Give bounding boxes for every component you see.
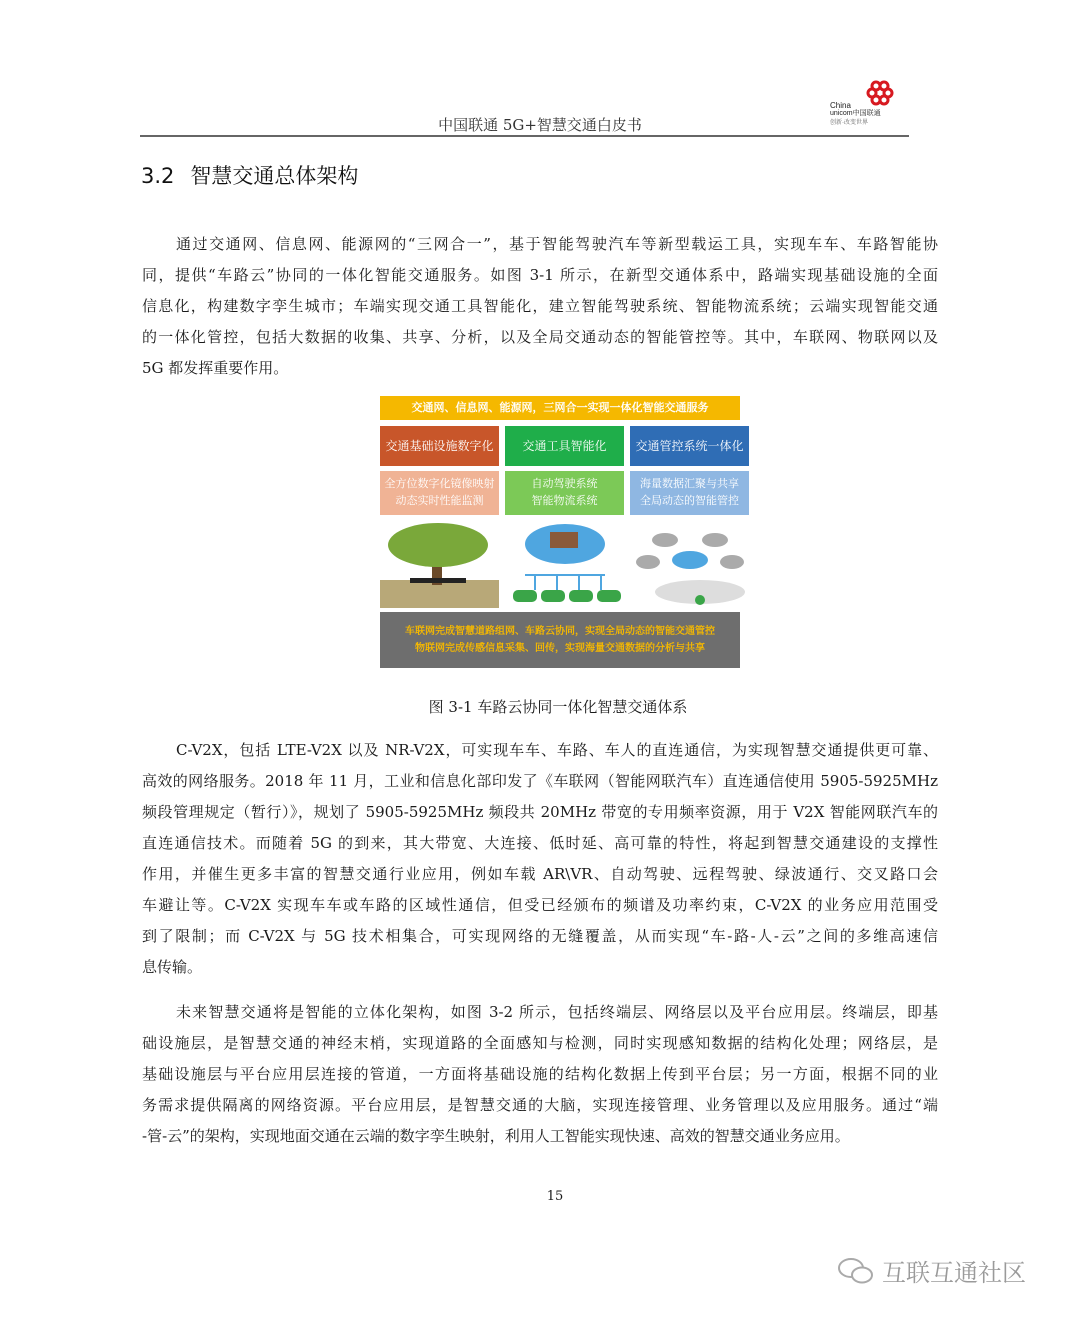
text-line: 到了限制；而 C-V2X 与 5G 技术相集合，可实现网络的无缝覆盖，从而实现“车-路-人-云”之间的多维高速信 — [142, 927, 938, 945]
figure-column-illustration — [380, 520, 499, 608]
wechat-icon — [836, 1256, 876, 1286]
text-line: C-V2X，包括 LTE-V2X 以及 NR-V2X，可实现车车、车路、车人的直连通信，为实现智慧交通提供更可靠、 — [176, 741, 938, 759]
text-line: 频段管理规定（暂行）》，规划了 5905-5925MHz 频段共 20MHz 带宽的专用频率资源，用于 V2X 智能网联汽车的 — [142, 803, 938, 821]
text-line: 础设施层，是智慧交通的神经末梢，实现道路的全面感知与检测，同时实现感知数据的结构化处理；网络层，是 — [142, 1034, 938, 1052]
paragraph-2 — [142, 735, 938, 983]
watermark: 互联互通社区 — [836, 1253, 1026, 1288]
figure-column-title: 交通基础设施数字化 — [380, 426, 499, 466]
china-unicom-logo: China unicom中国联通 创新·改变世界 — [828, 80, 900, 130]
figure-column-desc: 海量数据汇聚与共享 全局动态的智能管控 — [630, 471, 749, 515]
figure-column-title: 交通工具智能化 — [505, 426, 624, 466]
header-rule — [140, 135, 909, 137]
text-line: 车避让等。C-V2X 实现车车或车路的区域性通信，但受已经颁布的频谱及功率约束，C-V2X 的业务应用范围受 — [142, 896, 938, 914]
text-line: 的一体化管控，包括大数据的收集、共享、分析，以及全局交通动态的智能管控等。其中，车联网、物联网以及 — [142, 328, 938, 346]
text-line: 高效的网络服务。2018 年 11 月，工业和信息化部印发了《车联网（智能网联汽车）直连通信使用 5905-5925MHz — [142, 772, 938, 790]
figure-top-banner: 交通网、信息网、能源网，三网合一实现一体化智能交通服务 — [380, 396, 740, 420]
page-number: 15 — [546, 1189, 564, 1204]
text-line: 信息化，构建数字孪生城市；车端实现交通工具智能化，建立智能驾驶系统、智能物流系统；云端实现智能交通 — [142, 297, 938, 315]
text-line: 5G 都发挥重要作用。 — [142, 359, 289, 377]
text-line: 基础设施层与平台应用层连接的管道，一方面将基础设施的结构化数据上传到平台层；另一方面，根据不同的业 — [142, 1065, 938, 1083]
paragraph-3 — [142, 997, 938, 1152]
text-line: 务需求提供隔离的网络资源。平台应用层，是智慧交通的大脑，实现连接管理、业务管理以及应用服务。通过“端 — [142, 1096, 938, 1114]
text-line: -管-云”的架构，实现地面交通在云端的数字孪生映射，利用人工智能实现快速、高效的智慧交通业务应用。 — [142, 1127, 850, 1145]
text-line: 通过交通网、信息网、能源网的“三网合一”，基于智能驾驶汽车等新型载运工具，实现车车、车路智能协 — [176, 235, 938, 253]
section-heading: 3.2 智慧交通总体架构 — [141, 164, 359, 188]
text-line: 作用，并催生更多丰富的智慧交通行业应用，例如车载 AR\VR、自动驾驶、远程驾驶、绿波通行、交叉路口会 — [142, 865, 938, 883]
figure-3-1 — [378, 396, 742, 672]
text-line: 息传输。 — [142, 958, 203, 976]
paragraph-1 — [142, 229, 938, 384]
header-title: 中国联通 5G+智慧交通白皮书 — [438, 116, 642, 134]
figure-column-illustration — [630, 520, 749, 608]
text-line: 未来智慧交通将是智能的立体化架构，如图 3-2 所示，包括终端层、网络层以及平台应用层。终端层，即基 — [176, 1003, 938, 1021]
figure-column-desc: 全方位数字化镜像映射 动态实时性能监测 — [380, 471, 499, 515]
text-line: 同，提供“车路云”协同的一体化智能交通服务。如图 3-1 所示，在新型交通体系中，路端实现基础设施的全面 — [142, 266, 938, 284]
figure-bottom-banner: 车联网完成智慧道路组网、车路云协同，实现全局动态的智能交通管控 物联网完成传感信息采集、回传，实现海量交通数据的分析与共享 — [380, 612, 740, 668]
figure-caption: 图 3-1 车路云协同一体化智慧交通体系 — [428, 698, 688, 716]
text-line: 直连通信技术。而随着 5G 的到来，其大带宽、大连接、低时延、高可靠的特性，将起到智慧交通建设的支撑性 — [142, 834, 938, 852]
figure-column-desc: 自动驾驶系统 智能物流系统 — [505, 471, 624, 515]
figure-column-illustration — [505, 520, 624, 608]
figure-column-title: 交通管控系统一体化 — [630, 426, 749, 466]
